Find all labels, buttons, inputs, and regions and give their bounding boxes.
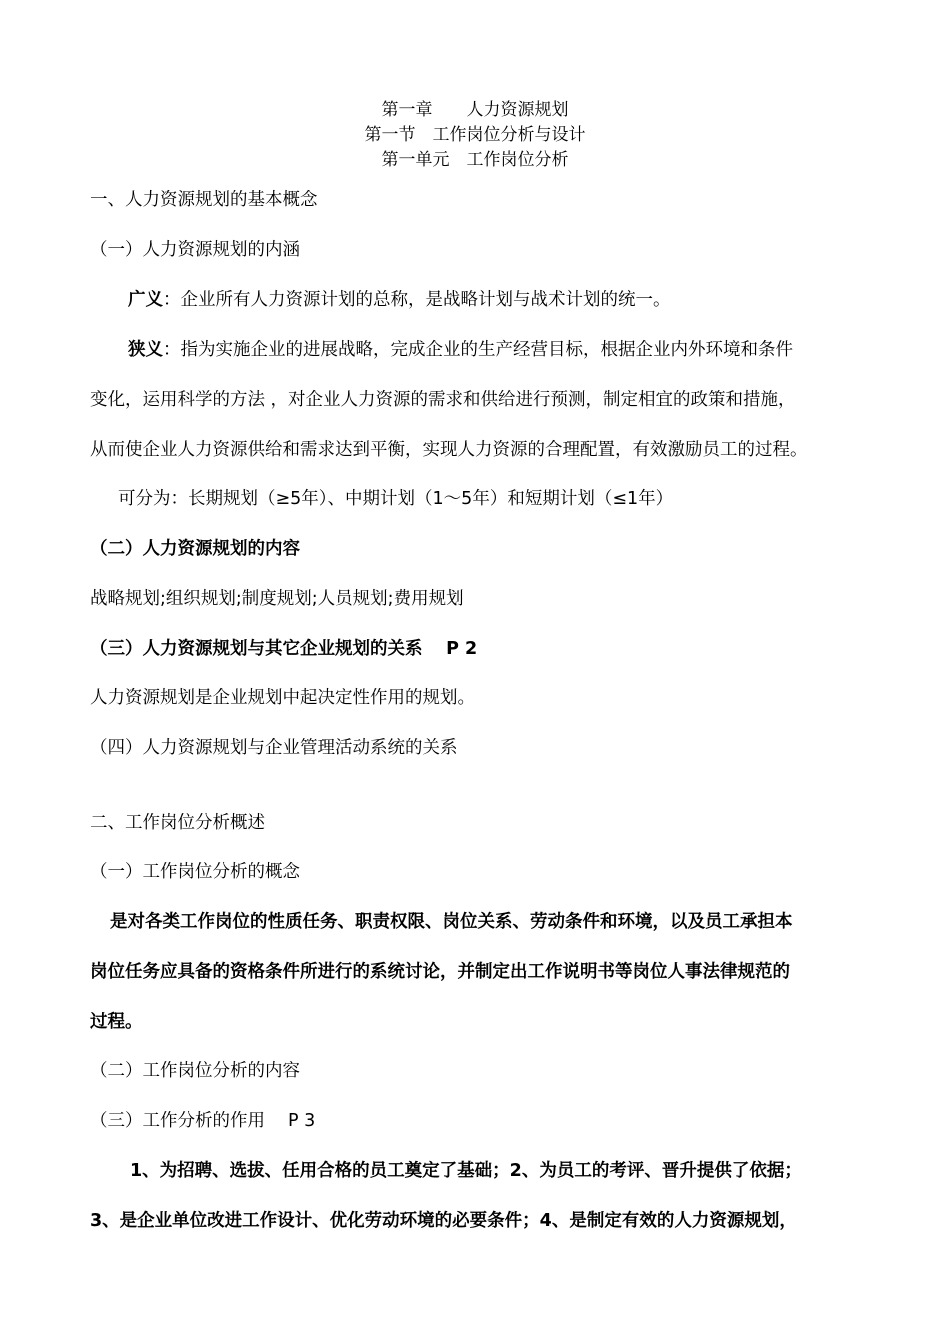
broad-definition (128, 288, 908, 312)
concept-line-2: 岗位任务应具备的资格条件所进行的系统讨论，并制定出工作说明书等岗位人事法律规范的 (90, 962, 790, 982)
heading-part1: 一、人力资源规划的基本概念 (90, 190, 318, 210)
chapter-title: 第一章 人力资源规划 (381, 100, 569, 120)
narrow-definition-line-2: 变化，运用科学的方法 ，对企业人力资源的需求和供给进行预测，制定相宜的政策和措施， (90, 390, 796, 410)
role-line-2: 3、是企业单位改进工作设计、优化劳动环境的必要条件；4、是制定有效的人力资源规划， (90, 1211, 797, 1231)
subheading-1-4: （四）人力资源规划与企业管理活动系统的关系 (90, 738, 458, 758)
subheading-2-1: （一）工作岗位分析的概念 (90, 862, 300, 882)
subheading-1-1: （一）人力资源规划的内涵 (90, 240, 300, 260)
concept-line-1: 是对各类工作岗位的性质任务、职责权限、岗位关系、劳动条件和环境，以及员工承担本 (110, 912, 793, 932)
narrow-definition-line-3: 从而使企业人力资源供给和需求达到平衡，实现人力资源的合理配置，有效激励员工的过程。 (90, 440, 808, 460)
subheading-1-2: （二）人力资源规划的内容 (90, 539, 300, 559)
unit-title: 第一单元 工作岗位分析 (381, 150, 569, 170)
narrow-text-1: ：指为实施企业的进展战略，完成企业的生产经营目标，根据企业内外环境和条件 (163, 340, 793, 360)
broad-label: 广义 (128, 290, 163, 310)
concept-line-3: 过程。 (90, 1012, 143, 1032)
narrow-definition-line-1 (128, 338, 908, 362)
section-title: 第一节 工作岗位分析与设计 (364, 125, 586, 145)
broad-text: ：企业所有人力资源计划的总称，是战略计划与战术计划的统一。 (163, 290, 671, 310)
role-line-1: 1、为招聘、选拔、任用合格的员工奠定了基础；2、为员工的考评、晋升提供了依据； (130, 1161, 802, 1181)
content-list: 战略规划;组织规划;制度规划;人员规划;费用规划 (90, 589, 464, 609)
subheading-2-3: （三）工作分析的作用 P 3 (90, 1111, 316, 1131)
narrow-label: 狭义 (128, 340, 163, 360)
heading-part2: 二、工作岗位分析概述 (90, 813, 265, 833)
classification-text: 可分为：长期规划（≥5年）、中期计划（1～5年）和短期计划（≤1年） (118, 489, 674, 509)
subheading-2-2: （二）工作岗位分析的内容 (90, 1061, 300, 1081)
subheading-1-3: （三）人力资源规划与其它企业规划的关系 P 2 (90, 639, 478, 659)
title-block (0, 98, 950, 173)
relation-text: 人力资源规划是企业规划中起决定性作用的规划。 (90, 688, 475, 708)
